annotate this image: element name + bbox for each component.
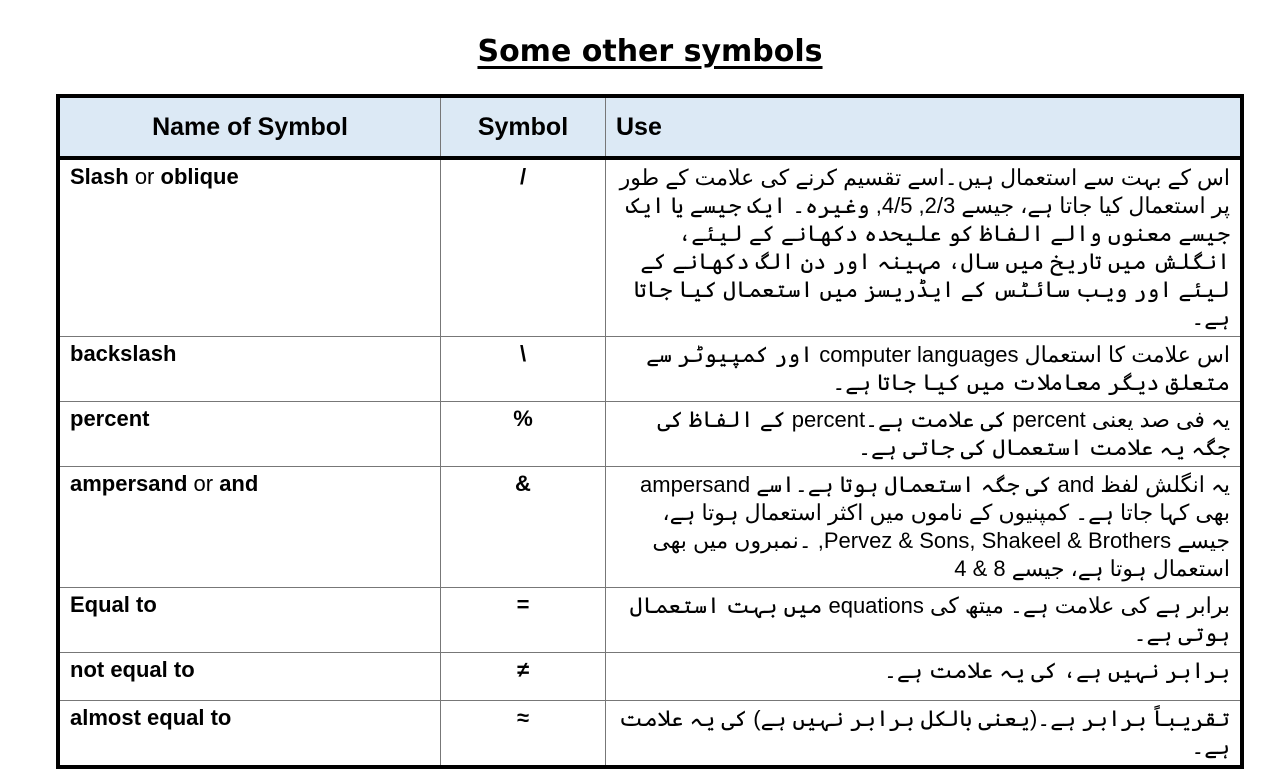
symbols-table	[56, 94, 1244, 769]
symbol-use-text: یہ فی صد یعنی percent کی علامت ہے۔percent کے الفاظ کی جگہ یہ علامت استعمال کی جاتی ہے۔	[606, 402, 1243, 467]
symbol-glyph: =	[441, 588, 606, 653]
symbol-glyph: /	[441, 158, 606, 337]
symbol-name: Equal to	[70, 592, 157, 617]
symbol-glyph: ≠	[441, 653, 606, 701]
symbol-name-cell	[58, 701, 441, 768]
symbol-use-text: اس علامت کا استعمال computer languages اور کمپیوٹر سے متعلق دیگر معاملات میں کیا جاتا ہے۔	[606, 337, 1243, 402]
table-header-row	[58, 96, 1242, 158]
symbol-name-cell	[58, 337, 441, 402]
symbol-name-alt: and	[219, 471, 259, 496]
symbol-use-text: تقریباً برابر ہے۔(یعنی بالکل برابر نہیں ہے) کی یہ علامت ہے۔	[606, 701, 1243, 768]
symbol-name-connector: or	[187, 471, 220, 496]
symbol-glyph: &	[441, 467, 606, 588]
symbol-name: not equal to	[70, 657, 195, 682]
symbol-use-text: یہ انگلش لفظ and کی جگہ استعمال ہوتا ہے۔اسے ampersand بھی کہا جاتا ہے۔ کمپنیوں کے ناموں میں اکثر استعمال ہوتا ہے، جیسے Pervez & Sons, Shakeel & Brothers, ۔نمبروں میں بھی استعمال ہوتا ہے، جیسے 8 & 4	[606, 467, 1243, 588]
symbol-name: backslash	[70, 341, 177, 366]
symbol-glyph: %	[441, 402, 606, 467]
symbol-name-cell	[58, 653, 441, 701]
symbol-name: Slash	[70, 164, 129, 189]
symbol-name-cell	[58, 158, 441, 337]
header-symbol: Symbol	[441, 96, 606, 158]
table-row	[58, 337, 1242, 402]
symbol-use-text: اس کے بہت سے استعمال ہیں۔اسے تقسیم کرنے کی علامت کے طور پر استعمال کیا جاتا ہے، جیسے 2/3, 4/5, وغیرہ۔ ایک جیسے یا ایک جیسے معنوں والے الفاظ کو علیحدہ دکھانے کے لیئے، انگلش میں تاریخ میں سال، مہینہ اور دن الگ دکھانے کے لیئے اور ویب سائٹس کے ایڈریسز میں استعمال کیا جاتا ہے۔	[606, 158, 1243, 337]
symbol-glyph: ≈	[441, 701, 606, 768]
table-row	[58, 402, 1242, 467]
table-row	[58, 158, 1242, 337]
symbol-name-alt: oblique	[160, 164, 239, 189]
symbol-glyph: \	[441, 337, 606, 402]
symbol-name-cell	[58, 402, 441, 467]
page-title: Some other symbols	[477, 34, 823, 69]
table-row	[58, 588, 1242, 653]
header-use: Use	[606, 96, 1243, 158]
symbol-name: almost equal to	[70, 705, 232, 730]
symbol-use-text: برابر نہیں ہے، کی یہ علامت ہے۔	[606, 653, 1243, 701]
symbol-name-connector: or	[128, 164, 161, 189]
symbol-name: percent	[70, 406, 150, 431]
symbol-name-cell	[58, 588, 441, 653]
table-row	[58, 701, 1242, 768]
symbol-use-text: برابر ہے کی علامت ہے۔ میتھ کی equations میں بہت استعمال ہوتی ہے۔	[606, 588, 1243, 653]
table-row	[58, 653, 1242, 701]
symbol-name: ampersand	[70, 471, 188, 496]
header-name-of-symbol: Name of Symbol	[58, 96, 441, 158]
symbol-name-cell	[58, 467, 441, 588]
table-row	[58, 467, 1242, 588]
